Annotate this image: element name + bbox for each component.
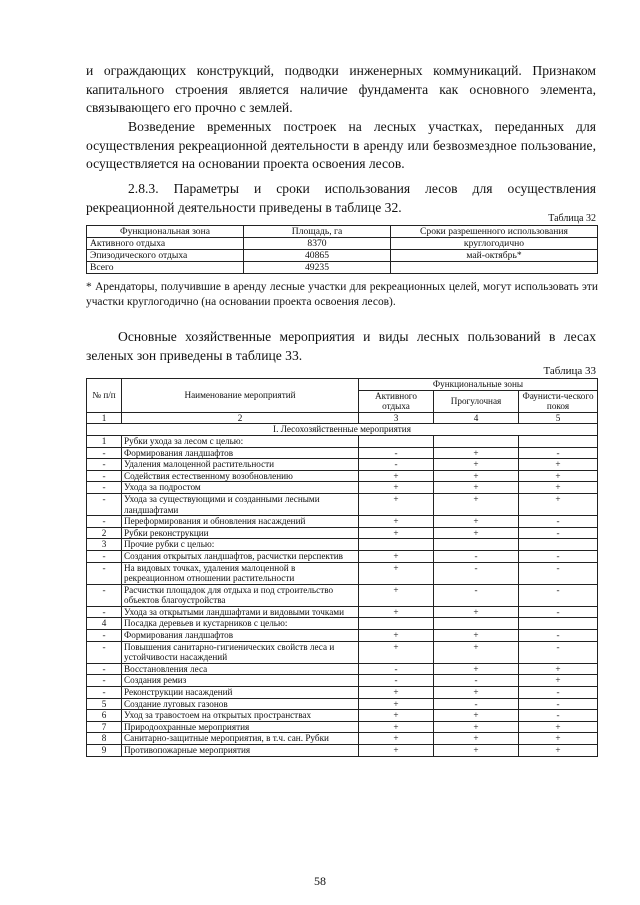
zone-active-mark: - bbox=[359, 663, 434, 675]
table-cell: Активного отдыха bbox=[87, 238, 244, 250]
row-number: - bbox=[87, 459, 122, 471]
table-32 bbox=[86, 225, 598, 274]
activity-name: Реконструкции насаждений bbox=[122, 687, 359, 699]
table-cell: 40865 bbox=[244, 250, 391, 262]
zone-active-mark: + bbox=[359, 630, 434, 642]
zone-walking-mark: + bbox=[434, 482, 519, 494]
zone-fauna-mark: + bbox=[519, 745, 598, 757]
column-header-zone: Прогулочная bbox=[434, 390, 519, 412]
table-32-footnote: * Арендаторы, получившие в аренду лесные участки для рекреационных целей, могут использовать эти участки круглогодично (на основании проекта освоения лесов). bbox=[86, 281, 598, 308]
zone-active-mark: + bbox=[359, 482, 434, 494]
row-number: - bbox=[87, 663, 122, 675]
table-row bbox=[87, 721, 598, 733]
zone-walking-mark: + bbox=[434, 527, 519, 539]
table-33-caption: Таблица 33 bbox=[543, 365, 596, 377]
column-number-row bbox=[87, 412, 598, 424]
zone-walking-mark: + bbox=[434, 721, 519, 733]
zone-fauna-mark: - bbox=[519, 584, 598, 606]
zone-walking-mark: - bbox=[434, 698, 519, 710]
table-33-body bbox=[87, 435, 598, 756]
zone-active-mark: - bbox=[359, 447, 434, 459]
zone-fauna-mark bbox=[519, 435, 598, 447]
activity-name: Восстановления леса bbox=[122, 663, 359, 675]
row-number: - bbox=[87, 562, 122, 584]
row-number: 5 bbox=[87, 698, 122, 710]
table-cell: круглогодично bbox=[391, 238, 598, 250]
column-number: 5 bbox=[519, 412, 598, 424]
column-header-number: № п/п bbox=[87, 379, 122, 413]
zone-fauna-mark: - bbox=[519, 550, 598, 562]
activity-name: Противопожарные мероприятия bbox=[122, 745, 359, 757]
row-number: - bbox=[87, 447, 122, 459]
row-number: - bbox=[87, 482, 122, 494]
zone-fauna-mark: - bbox=[519, 447, 598, 459]
table-row bbox=[87, 262, 598, 274]
zone-fauna-mark: - bbox=[519, 641, 598, 663]
row-number: - bbox=[87, 550, 122, 562]
table-row bbox=[87, 238, 598, 250]
activity-name: Переформирования и обновления насаждений bbox=[122, 516, 359, 528]
zone-fauna-mark: + bbox=[519, 459, 598, 471]
row-number: 7 bbox=[87, 721, 122, 733]
activity-name: Ухода за подростом bbox=[122, 482, 359, 494]
table-row bbox=[87, 663, 598, 675]
zone-fauna-mark: - bbox=[519, 630, 598, 642]
row-number: - bbox=[87, 630, 122, 642]
activity-name: Прочие рубки с целью: bbox=[122, 539, 359, 551]
zone-walking-mark: + bbox=[434, 606, 519, 618]
zone-walking-mark: + bbox=[434, 447, 519, 459]
row-number: 8 bbox=[87, 733, 122, 745]
row-number: - bbox=[87, 675, 122, 687]
zone-active-mark: + bbox=[359, 516, 434, 528]
activity-name: Удаления малоценной растительности bbox=[122, 459, 359, 471]
zone-active-mark bbox=[359, 539, 434, 551]
zone-active-mark: - bbox=[359, 459, 434, 471]
activity-name: Природоохранные мероприятия bbox=[122, 721, 359, 733]
table-row bbox=[87, 435, 598, 447]
section-title: I. Лесохозяйственные мероприятия bbox=[87, 424, 598, 436]
table-header-row bbox=[87, 379, 598, 391]
zone-fauna-mark: - bbox=[519, 527, 598, 539]
page-number: 58 bbox=[314, 874, 326, 888]
zone-active-mark: + bbox=[359, 550, 434, 562]
zone-walking-mark: - bbox=[434, 584, 519, 606]
zone-walking-mark: - bbox=[434, 562, 519, 584]
activity-name: Посадка деревьев и кустарников с целью: bbox=[122, 618, 359, 630]
table-row bbox=[87, 710, 598, 722]
table-row bbox=[87, 539, 598, 551]
zone-walking-mark: + bbox=[434, 745, 519, 757]
activity-name: Повышения санитарно-гигиенических свойств леса и устойчивости насаждений bbox=[122, 641, 359, 663]
zone-active-mark: + bbox=[359, 710, 434, 722]
row-number: - bbox=[87, 584, 122, 606]
table-row bbox=[87, 641, 598, 663]
table-cell: Эпизодического отдыха bbox=[87, 250, 244, 262]
zone-walking-mark: + bbox=[434, 641, 519, 663]
zone-walking-mark bbox=[434, 539, 519, 551]
row-number: 6 bbox=[87, 710, 122, 722]
zone-fauna-mark bbox=[519, 539, 598, 551]
zone-walking-mark: + bbox=[434, 733, 519, 745]
zone-walking-mark: + bbox=[434, 516, 519, 528]
zone-fauna-mark bbox=[519, 618, 598, 630]
table-cell: 8370 bbox=[244, 238, 391, 250]
paragraph-temporary-buildings: Возведение временных построек на лесных участках, переданных для осуществления рекреационной деятельности в аренду или безвозмездное пользование, осуществляется на основании проекта освоения лесов. bbox=[86, 119, 596, 171]
zone-fauna-mark: - bbox=[519, 606, 598, 618]
row-number: 9 bbox=[87, 745, 122, 757]
zone-fauna-mark: + bbox=[519, 663, 598, 675]
table-row bbox=[87, 470, 598, 482]
table-row bbox=[87, 687, 598, 699]
table-33 bbox=[86, 378, 598, 757]
zone-active-mark: + bbox=[359, 641, 434, 663]
zone-walking-mark: + bbox=[434, 493, 519, 515]
zone-walking-mark: + bbox=[434, 459, 519, 471]
table-row bbox=[87, 447, 598, 459]
column-number: 1 bbox=[87, 412, 122, 424]
zone-active-mark: + bbox=[359, 584, 434, 606]
zone-fauna-mark: + bbox=[519, 493, 598, 515]
zone-walking-mark bbox=[434, 618, 519, 630]
column-number: 3 bbox=[359, 412, 434, 424]
zone-active-mark bbox=[359, 435, 434, 447]
zone-active-mark: + bbox=[359, 493, 434, 515]
zone-fauna-mark: + bbox=[519, 675, 598, 687]
column-header-name: Наименование мероприятий bbox=[122, 379, 359, 413]
table-row bbox=[87, 698, 598, 710]
zone-walking-mark: - bbox=[434, 675, 519, 687]
table-row bbox=[87, 584, 598, 606]
table-32-caption: Таблица 32 bbox=[548, 213, 596, 224]
row-number: 4 bbox=[87, 618, 122, 630]
table-row bbox=[87, 630, 598, 642]
activity-name: Рубки ухода за лесом с целью: bbox=[122, 435, 359, 447]
zone-walking-mark bbox=[434, 435, 519, 447]
activity-name: Формирования ландшафтов bbox=[122, 630, 359, 642]
zone-active-mark: + bbox=[359, 745, 434, 757]
activity-name: Содействия естественному возобновлению bbox=[122, 470, 359, 482]
table-row bbox=[87, 459, 598, 471]
zone-fauna-mark: - bbox=[519, 710, 598, 722]
table-cell: Всего bbox=[87, 262, 244, 274]
zone-active-mark: + bbox=[359, 470, 434, 482]
zone-fauna-mark: - bbox=[519, 516, 598, 528]
column-header: Площадь, га bbox=[244, 226, 391, 238]
activity-name: На видовых точках, удаления малоценной в рекреационном отношении растительности bbox=[122, 562, 359, 584]
activity-name: Создания ремиз bbox=[122, 675, 359, 687]
column-header-zone: Активного отдыха bbox=[359, 390, 434, 412]
table-row bbox=[87, 745, 598, 757]
row-number: - bbox=[87, 470, 122, 482]
row-number: 3 bbox=[87, 539, 122, 551]
zone-active-mark: + bbox=[359, 733, 434, 745]
row-number: 1 bbox=[87, 435, 122, 447]
table-row bbox=[87, 562, 598, 584]
zone-fauna-mark: + bbox=[519, 733, 598, 745]
activity-name: Формирования ландшафтов bbox=[122, 447, 359, 459]
section-row bbox=[87, 424, 598, 436]
column-header: Сроки разрешенного использования bbox=[391, 226, 598, 238]
activity-name: Ухода за открытыми ландшафтами и видовыми точками bbox=[122, 606, 359, 618]
table-row bbox=[87, 516, 598, 528]
zone-active-mark bbox=[359, 618, 434, 630]
activity-name: Санитарно-защитные мероприятия, в т.ч. сан. Рубки bbox=[122, 733, 359, 745]
table-cell bbox=[391, 262, 598, 274]
activity-name: Ухода за существующими и созданными лесными ландшафтами bbox=[122, 493, 359, 515]
zone-active-mark: + bbox=[359, 527, 434, 539]
zone-fauna-mark: - bbox=[519, 687, 598, 699]
row-number: - bbox=[87, 493, 122, 515]
row-number: - bbox=[87, 606, 122, 618]
table-cell: май-октябрь* bbox=[391, 250, 598, 262]
table-header-row bbox=[87, 226, 598, 238]
table-row bbox=[87, 527, 598, 539]
activity-name: Создания открытых ландшафтов, расчистки перспектив bbox=[122, 550, 359, 562]
zone-walking-mark: - bbox=[434, 550, 519, 562]
zone-fauna-mark: + bbox=[519, 721, 598, 733]
row-number: - bbox=[87, 516, 122, 528]
table-cell: 49235 bbox=[244, 262, 391, 274]
zone-walking-mark: + bbox=[434, 687, 519, 699]
column-header-zones: Функциональные зоны bbox=[359, 379, 598, 391]
zone-active-mark: + bbox=[359, 721, 434, 733]
row-number: - bbox=[87, 687, 122, 699]
zone-active-mark: + bbox=[359, 687, 434, 699]
column-number: 2 bbox=[122, 412, 359, 424]
row-number: - bbox=[87, 641, 122, 663]
zone-walking-mark: + bbox=[434, 663, 519, 675]
activity-name: Уход за травостоем на открытых пространствах bbox=[122, 710, 359, 722]
zone-active-mark: + bbox=[359, 606, 434, 618]
zone-active-mark: - bbox=[359, 675, 434, 687]
table-row bbox=[87, 675, 598, 687]
paragraph-section-2-8-3: 2.8.3. Параметры и сроки использования лесов для осуществления рекреационной деятельности приведены в таблице 32. bbox=[86, 181, 596, 215]
paragraph-table-33-intro: Основные хозяйственные мероприятия и виды лесных пользований в лесах зеленых зон приведены в таблице 33. bbox=[86, 329, 596, 363]
column-header-zone: Фаунисти-ческого покоя bbox=[519, 390, 598, 412]
zone-walking-mark: + bbox=[434, 470, 519, 482]
activity-name: Рубки реконструкции bbox=[122, 527, 359, 539]
zone-fauna-mark: + bbox=[519, 482, 598, 494]
table-row bbox=[87, 618, 598, 630]
activity-name: Расчистки площадок для отдыха и под строительство объектов благоустройства bbox=[122, 584, 359, 606]
zone-fauna-mark: + bbox=[519, 470, 598, 482]
zone-fauna-mark: - bbox=[519, 562, 598, 584]
table-row bbox=[87, 606, 598, 618]
paragraph-capital-structures: и ограждающих конструкций, подводки инженерных коммуникаций. Признаком капитального строения является наличие фундамента как основного элемента, связывающего его прочно с землей. bbox=[86, 63, 596, 115]
zone-fauna-mark: - bbox=[519, 698, 598, 710]
table-row bbox=[87, 493, 598, 515]
zone-active-mark: + bbox=[359, 562, 434, 584]
table-row bbox=[87, 733, 598, 745]
row-number: 2 bbox=[87, 527, 122, 539]
zone-walking-mark: + bbox=[434, 710, 519, 722]
zone-active-mark: + bbox=[359, 698, 434, 710]
zone-walking-mark: + bbox=[434, 630, 519, 642]
table-row bbox=[87, 550, 598, 562]
activity-name: Создание луговых газонов bbox=[122, 698, 359, 710]
table-row bbox=[87, 482, 598, 494]
column-header: Функциональная зона bbox=[87, 226, 244, 238]
column-number: 4 bbox=[434, 412, 519, 424]
table-row bbox=[87, 250, 598, 262]
